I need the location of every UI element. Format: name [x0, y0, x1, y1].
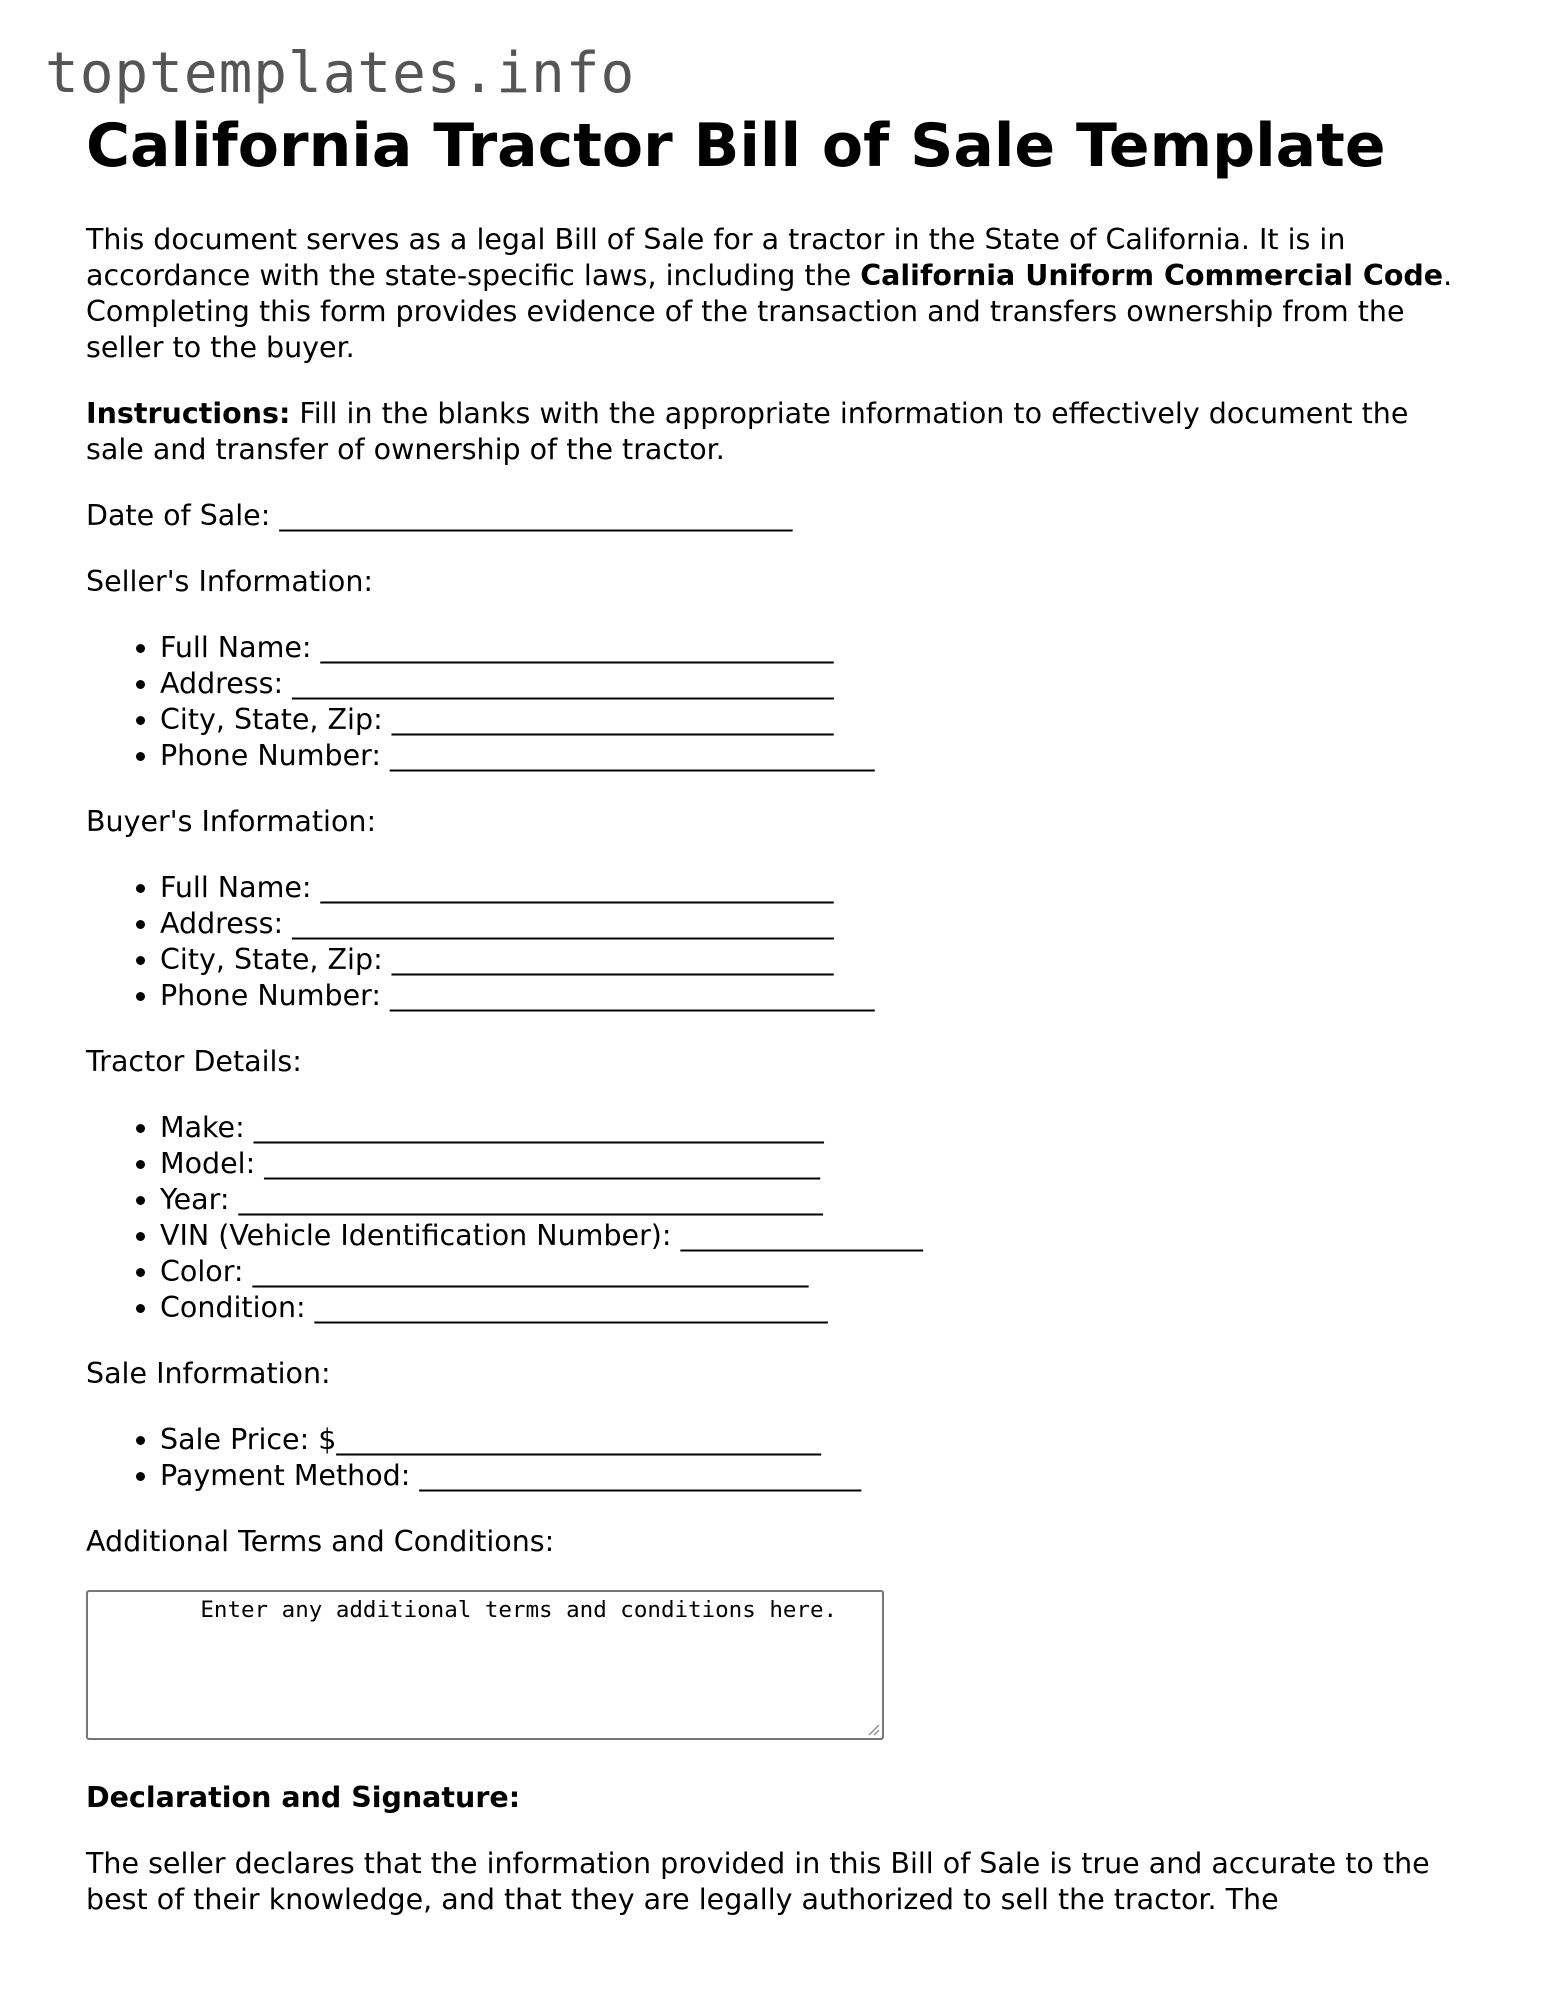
field-blank[interactable]: _______________________________: [419, 1459, 862, 1492]
tractor-make-field[interactable]: [160, 1110, 1466, 1146]
seller-phone-field[interactable]: [160, 738, 1466, 774]
field-label: Full Name:: [160, 871, 321, 904]
watermark: toptemplates.info: [45, 41, 636, 106]
terms-placeholder: Enter any additional terms and conditions here.: [92, 1597, 838, 1623]
seller-fields-list: [86, 630, 1466, 774]
seller-full-name-field[interactable]: [160, 630, 1466, 666]
field-blank[interactable]: ____________________________________: [320, 871, 834, 904]
tractor-color-field[interactable]: [160, 1254, 1466, 1290]
intro-paragraph: [86, 222, 1466, 366]
sale-section-heading: Sale Information:: [86, 1357, 331, 1390]
page-title: California Tractor Bill of Sale Template: [86, 111, 1386, 181]
resize-handle-icon[interactable]: [866, 1722, 880, 1736]
field-label: Full Name:: [160, 631, 321, 664]
field-label: Address:: [160, 907, 293, 940]
tractor-model-field[interactable]: [160, 1146, 1466, 1182]
tractor-vin-field[interactable]: [160, 1218, 1466, 1254]
buyer-section-heading: Buyer's Information:: [86, 805, 377, 838]
date-of-sale-field[interactable]: [86, 498, 1466, 534]
payment-method-field[interactable]: [160, 1458, 1466, 1494]
instructions-label: Instructions:: [86, 397, 291, 430]
instructions-text: Fill in the blanks with the appropriate information to effectively document the sale and transfer of ownership of the tractor.: [86, 397, 1409, 466]
field-blank[interactable]: ____________________________________: [320, 631, 834, 664]
field-label: Phone Number:: [160, 979, 390, 1012]
buyer-city-state-zip-field[interactable]: [160, 942, 1466, 978]
buyer-phone-field[interactable]: [160, 978, 1466, 1014]
buyer-full-name-field[interactable]: [160, 870, 1466, 906]
field-blank[interactable]: _______________________________: [391, 943, 834, 976]
buyer-address-field[interactable]: [160, 906, 1466, 942]
seller-address-field[interactable]: [160, 666, 1466, 702]
field-label: City, State, Zip:: [160, 943, 392, 976]
buyer-fields-list: [86, 870, 1466, 1014]
field-label: Phone Number:: [160, 739, 390, 772]
declaration-paragraph: The seller declares that the information provided in this Bill of Sale is true and accurate to the best of their knowledge, and that they are legally authorized to sell the tractor. The: [86, 1847, 1430, 1916]
field-label: Color:: [160, 1255, 253, 1288]
date-of-sale-label: Date of Sale:: [86, 499, 280, 532]
field-label: Sale Price: $: [160, 1423, 337, 1456]
intro-text-1: This document serves as a legal Bill of Sale for a tractor in the State of California. It is in accordance with the state-specific laws, including the: [86, 223, 1346, 292]
intro-bold-text: California Uniform Commercial Code: [860, 259, 1444, 292]
intro-text-2: . Completing this form provides evidence of the transaction and transfers ownership from the seller to the buyer.: [86, 259, 1453, 364]
field-blank[interactable]: ________________________________________: [253, 1111, 824, 1144]
instructions-paragraph: [86, 396, 1466, 468]
additional-terms-textarea[interactable]: [86, 1590, 884, 1740]
field-label: Condition:: [160, 1291, 315, 1324]
field-blank[interactable]: _________________: [680, 1219, 923, 1252]
field-label: Address:: [160, 667, 293, 700]
field-blank[interactable]: _______________________________________: [264, 1147, 820, 1180]
tractor-section-heading: Tractor Details:: [86, 1045, 302, 1078]
field-blank[interactable]: ______________________________________: [292, 667, 834, 700]
field-blank[interactable]: __________________________________: [390, 979, 875, 1012]
terms-section-heading: Additional Terms and Conditions:: [86, 1525, 555, 1558]
field-blank[interactable]: _______________________________________: [252, 1255, 809, 1288]
date-of-sale-blank[interactable]: ____________________________________: [279, 499, 793, 532]
field-label: Make:: [160, 1111, 254, 1144]
field-label: Model:: [160, 1147, 265, 1180]
tractor-condition-field[interactable]: [160, 1290, 1466, 1326]
field-label: City, State, Zip:: [160, 703, 392, 736]
tractor-fields-list: [86, 1110, 1466, 1326]
sale-fields-list: [86, 1422, 1466, 1494]
field-blank[interactable]: __________________________________: [336, 1423, 821, 1456]
field-blank[interactable]: ______________________________________: [292, 907, 834, 940]
seller-section-heading: Seller's Information:: [86, 565, 374, 598]
field-blank[interactable]: ____________________________________: [314, 1291, 828, 1324]
seller-city-state-zip-field[interactable]: [160, 702, 1466, 738]
declaration-heading: Declaration and Signature:: [86, 1781, 521, 1814]
field-blank[interactable]: _______________________________: [391, 703, 834, 736]
tractor-year-field[interactable]: [160, 1182, 1466, 1218]
field-label: Year:: [160, 1183, 239, 1216]
sale-price-field[interactable]: [160, 1422, 1466, 1458]
field-label: VIN (Vehicle Identification Number):: [160, 1219, 681, 1252]
field-blank[interactable]: _________________________________________: [238, 1183, 823, 1216]
document-body: [86, 110, 1466, 1918]
field-label: Payment Method:: [160, 1459, 420, 1492]
field-blank[interactable]: __________________________________: [390, 739, 875, 772]
